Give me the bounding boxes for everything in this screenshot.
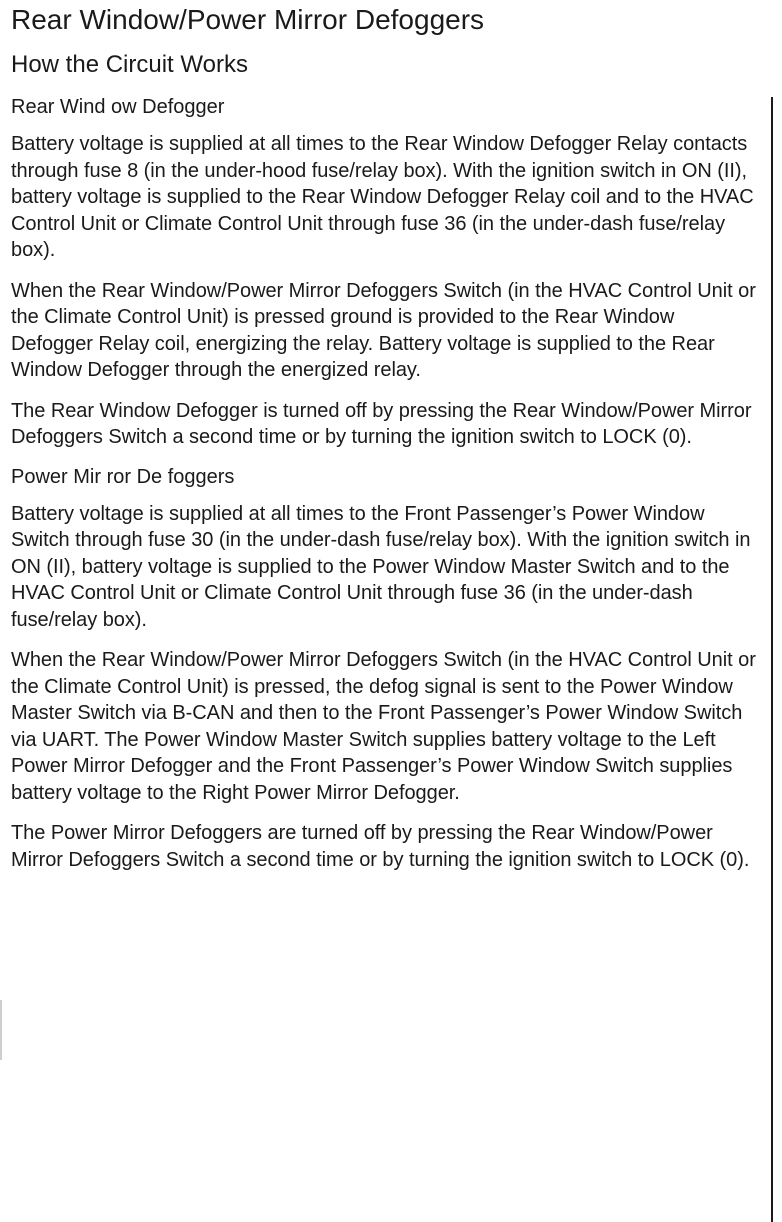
page-title: Rear Window/Power Mirror Defoggers: [11, 4, 485, 35]
paragraph: When the Rear Window/Power Mirror Defoggers Switch (in the HVAC Control Unit or the Climate Control Unit) is pressed ground is provided to the Rear Window Defogger Relay coil, energizing the relay. Battery voltage is supplied to the Rear Window Defogger through the energized relay.: [11, 279, 756, 381]
paragraph: The Power Mirror Defoggers are turned off by pressing the Rear Window/Power Mirror Defoggers Switch a second time or by turning the ignition switch to LOCK (0).: [11, 822, 750, 871]
page-subtitle: How the Circuit Works: [11, 51, 248, 78]
section-rear-window-defogger: [11, 95, 756, 451]
paragraph: The Rear Window Defogger is turned off by pressing the Rear Window/Power Mirror Defoggers Switch a second time or by turning the ignition switch to LOCK (0).: [11, 399, 752, 448]
paragraph: When the Rear Window/Power Mirror Defoggers Switch (in the HVAC Control Unit or the Climate Control Unit) is pressed, the defog signal is sent to the Power Window Master Switch via B-CAN and then to the Front Passenger’s Power Window Switch via UART. The Power Window Master Switch supplies battery voltage to the Left Power Mirror Defogger and the Front Passenger’s Power Window Switch supplies battery voltage to the Right Power Mirror Defogger.: [11, 649, 756, 804]
left-edge-mark: [0, 1000, 2, 1060]
right-margin-rule: [771, 97, 773, 1222]
section-power-mirror-defoggers: [11, 465, 756, 874]
paragraph: Battery voltage is supplied at all times to the Front Passenger’s Power Window Switch through fuse 30 (in the under-dash fuse/relay box). With the ignition switch in ON (II), battery voltage is supplied to the Power Window Master Switch and to the HVAC Control Unit or Climate Control Unit through fuse 36 (in the under-dash fuse/relay box).: [11, 502, 751, 631]
document-body: [11, 95, 756, 887]
section-heading: Rear Wind ow Defogger: [11, 96, 225, 118]
section-heading: Power Mir ror De foggers: [11, 465, 235, 488]
paragraph: Battery voltage is supplied at all times to the Rear Window Defogger Relay contacts through fuse 8 (in the under-hood fuse/relay box). With the ignition switch in ON (II), battery voltage is supplied to the Rear Window Defogger Relay coil and to the HVAC Control Unit or Climate Control Unit through fuse 36 (in the under-dash fuse/relay box).: [11, 133, 754, 261]
